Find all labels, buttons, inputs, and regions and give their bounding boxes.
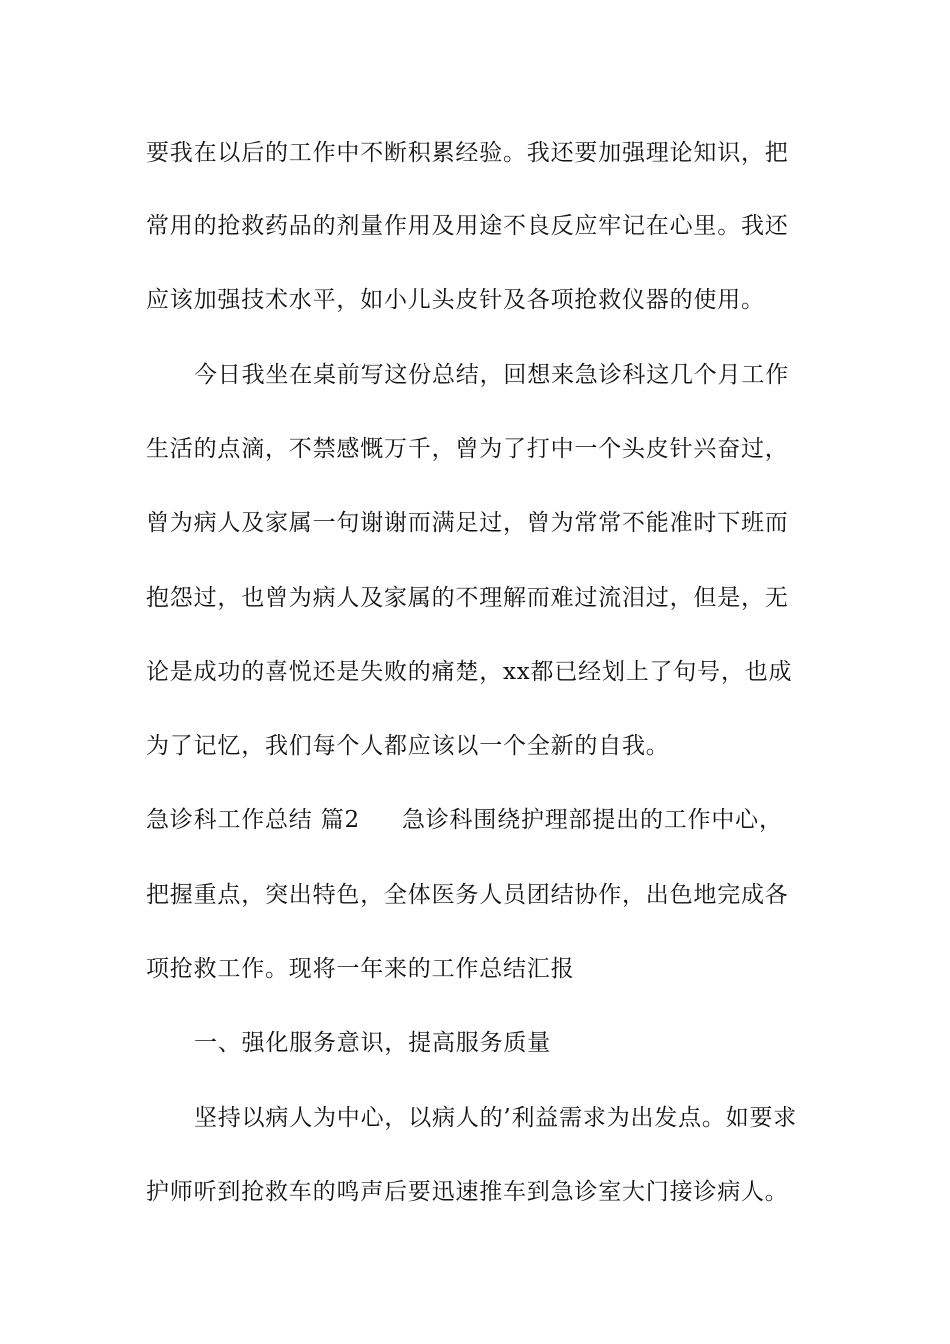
section-first-line: 急诊科围绕护理部提出的工作中心，: [401, 807, 783, 833]
paragraph-line: 抱怨过，也曾为病人及家属的不理解而难过流泪过，但是，无: [146, 585, 789, 611]
section-heading-line: [146, 805, 810, 835]
paragraph-line: 生活的点滴，不禁感慨万千，曾为了打中一个头皮针兴奋过，: [146, 436, 789, 462]
paragraph-line: 项抢救工作。现将一年来的工作总结汇报: [146, 956, 575, 982]
paragraph-line: 把握重点，突出特色，全体医务人员团结协作，出色地完成各: [146, 882, 789, 908]
paragraph-line: 为了记忆，我们每个人都应该以一个全新的自我。: [146, 733, 670, 759]
paragraph-line: 坚持以病人为中心，以病人的’利益需求为出发点。如要求: [194, 1105, 798, 1131]
paragraph-line: 护师听到抢救车的鸣声后要迅速推车到急诊室大门接诊病人。: [146, 1179, 789, 1205]
paragraph-line: 应该加强技术水平，如小儿头皮针及各项抢救仪器的使用。: [146, 287, 765, 313]
subheading: 一、强化服务意识，提高服务质量: [194, 1030, 551, 1056]
section-heading: 急诊科工作总结 篇2: [146, 807, 360, 833]
paragraph-line: 曾为病人及家属一句谢谢而满足过，曾为常常不能准时下班而: [146, 510, 789, 536]
paragraph-line: 要我在以后的工作中不断积累经验。我还要加强理论知识，把: [146, 140, 789, 166]
paragraph-line: 常用的抢救药品的剂量作用及用途不良反应牢记在心里。我还: [146, 213, 789, 239]
paragraph-line: 今日我坐在桌前写这份总结，回想来急诊科这几个月工作: [194, 362, 789, 388]
paragraph-line: 论是成功的喜悦还是失败的痛楚，xx都已经划上了句号，也成: [146, 659, 793, 685]
